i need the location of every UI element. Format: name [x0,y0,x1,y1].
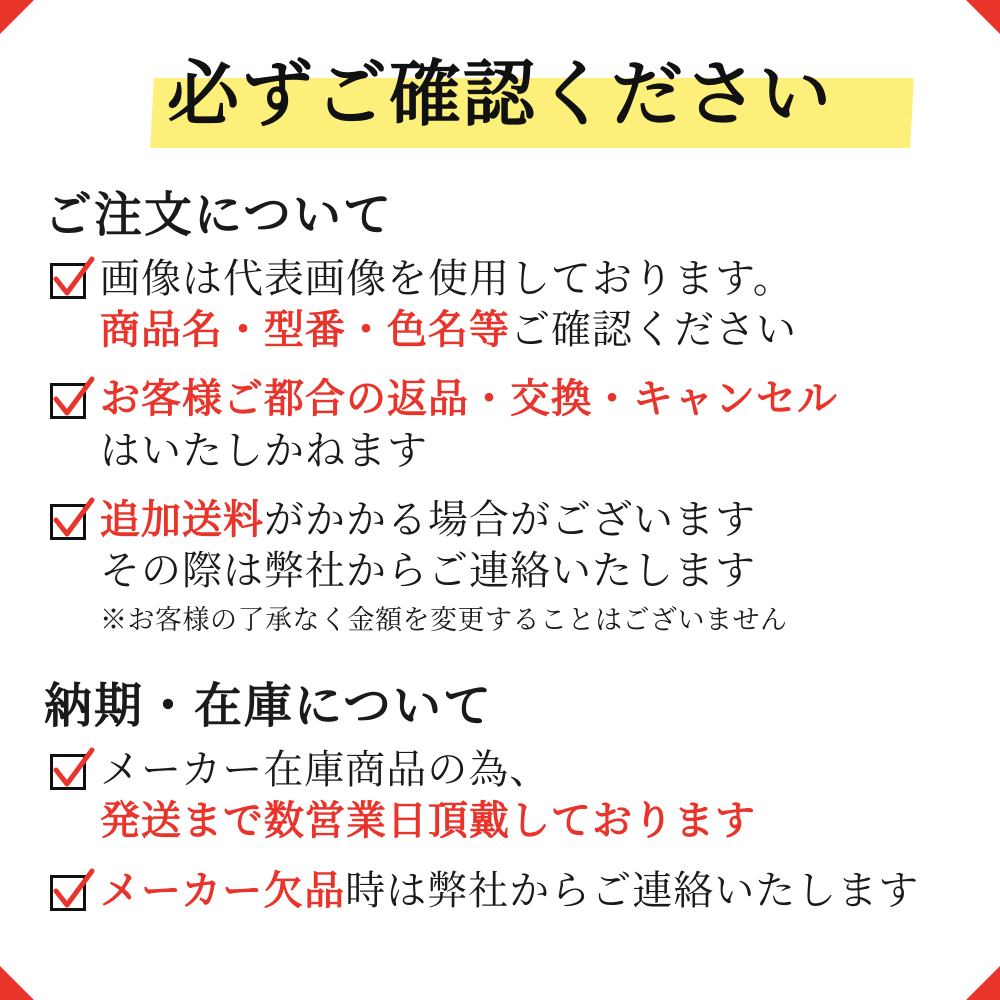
section-heading-delivery: 納期・在庫について [44,680,494,734]
notice-emphasis: 商品名・型番・色名等 [100,307,510,353]
section-heading-orders: ご注文について [44,189,394,242]
notice-line: 画像は代表画像を使用しております。 [100,256,794,301]
checkmark-icon [48,871,92,915]
notice-emphasis: 追加送料 [100,496,264,542]
notice-item [48,373,966,475]
checkmark-icon [48,750,92,794]
notice-item [48,494,966,637]
notice-item-text [100,373,966,475]
notice-item-text [100,253,966,355]
notice-emphasis: メーカー欠品 [100,867,346,913]
checkmark-icon [48,259,92,303]
notice-item-text [100,865,966,916]
notice-plain: 時は弊社からご連絡いたします [345,867,920,913]
notice-line [100,494,966,545]
notice-item [48,865,966,916]
page-title: 必ずご確認ください [166,55,833,135]
notice-line: その際は弊社からご連絡いたします [100,547,756,593]
notice-item [48,253,966,355]
notice-line [100,865,966,916]
notice-plain: ご確認ください [510,307,797,353]
notice-footnote: ※お客様の了承なく金額を変更することはございません [100,605,788,636]
title-block [34,40,966,150]
notice-line [100,304,966,355]
checkmark-icon [48,379,92,423]
notice-item-text [100,744,966,846]
notice-item [48,744,966,846]
notice-line: メーカー在庫商品の為、 [100,747,551,793]
notice-plain: がかかる場合がございます [264,496,756,542]
checkmark-icon [48,500,92,544]
notice-line: お客様ご都合の返品・交換・キャンセル [100,376,838,422]
notice-line: 発送まで数営業日頂戴しております [100,798,756,844]
notice-line: はいたしかねます [100,427,428,473]
notice-item-text [100,494,966,637]
